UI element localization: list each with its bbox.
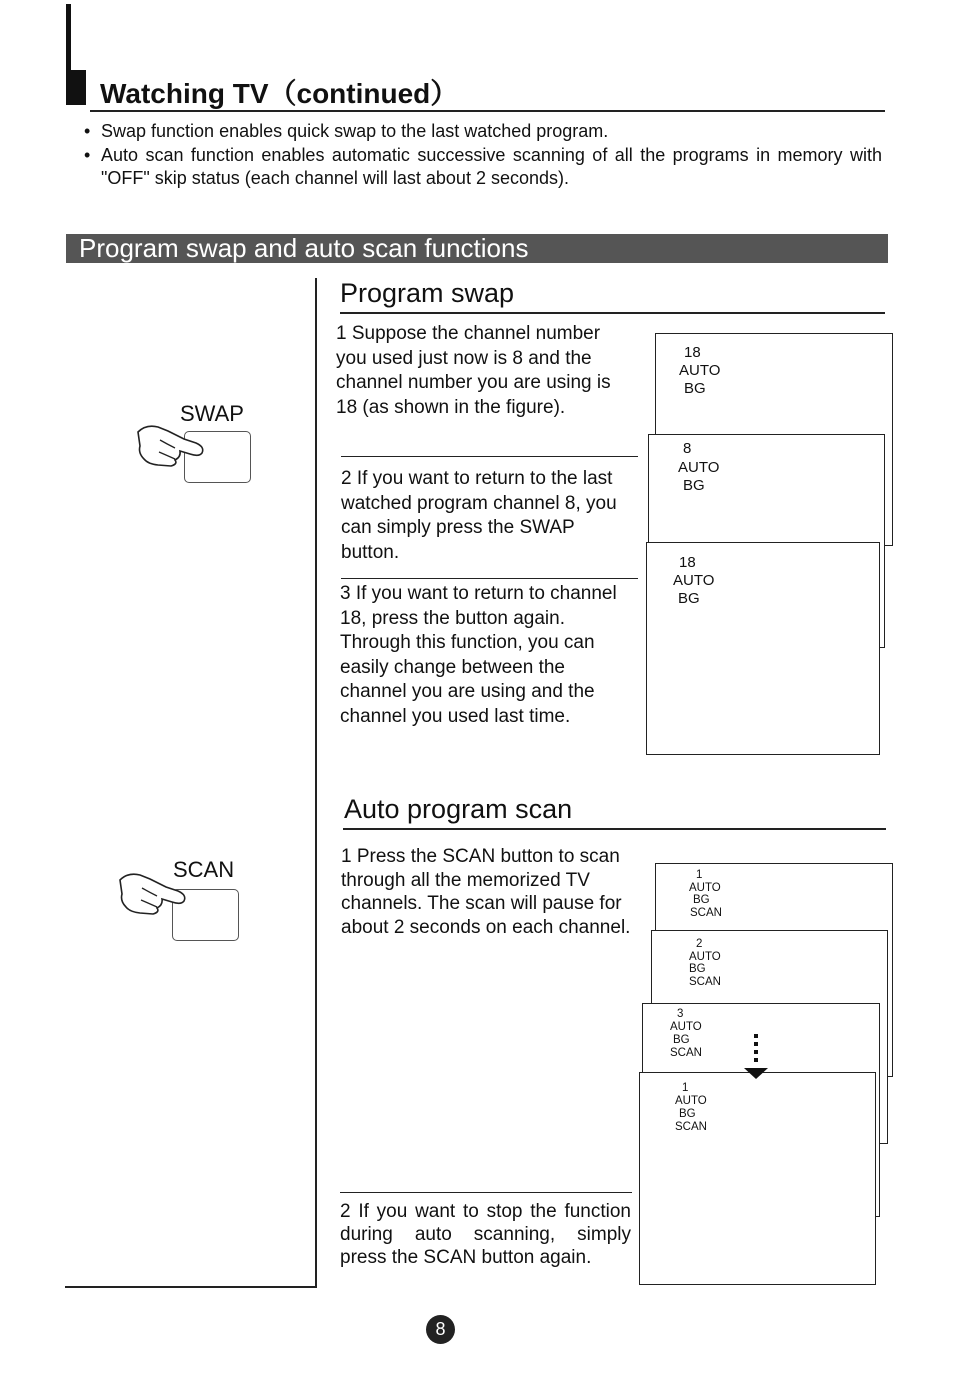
screen-channel: 2 <box>696 938 703 950</box>
screen-channel: 3 <box>677 1008 684 1020</box>
auto-scan-underline <box>343 828 886 830</box>
screen-status: SCAN <box>675 1121 707 1133</box>
screen-system: BG <box>679 1108 696 1120</box>
screen-mode: AUTO <box>679 362 721 379</box>
swap-step-1: 1 Suppose the channel number you used just now is 8 and the channel number you are using is 18 (as shown in the figure). <box>336 323 611 418</box>
page-number-badge: 8 <box>426 1315 455 1344</box>
screen-mode: AUTO <box>675 1095 707 1107</box>
swap-step-separator-2 <box>341 578 638 579</box>
screen-channel: 18 <box>684 344 701 361</box>
scan-step-1: 1 Press the SCAN button to scan through all the memorized TV channels. The scan will pause for about 2 seconds on each channel. <box>341 846 631 938</box>
screen-channel: 18 <box>679 554 696 571</box>
intro-bullet-scan: • Auto scan function enables automatic successive scanning of all the programs in memory with "OFF" skip status (each channel will last about 2 seconds). <box>84 144 882 191</box>
column-divider <box>315 278 317 1288</box>
screen-channel: 1 <box>696 869 703 881</box>
page-title: Watching TV（continued） <box>100 78 459 109</box>
screen-mode: AUTO <box>670 1021 702 1033</box>
screen-status: SCAN <box>689 976 721 988</box>
tv-screen-swap-3 <box>646 542 880 755</box>
swap-step-separator-1 <box>341 456 638 457</box>
program-swap-title: Program swap <box>340 278 515 308</box>
swap-step-2: 2 If you want to return to the last watched program channel 8, you can simply press the SWAP button. <box>341 468 617 563</box>
dotted-down-arrow-icon <box>742 1032 770 1082</box>
pointing-hand-icon <box>134 422 210 470</box>
screen-system: BG <box>673 1034 690 1046</box>
intro-bullet-swap: • Swap function enables quick swap to the last watched program. <box>84 120 882 144</box>
screen-channel: 1 <box>682 1082 689 1094</box>
swap-step-3: 3 If you want to return to channel 18, press the button again. Through this function, you can easily change between the channel you are using and the channel you used last time. <box>340 583 617 727</box>
screen-system: BG <box>684 380 706 397</box>
swap-button-label: SWAP <box>180 401 244 426</box>
screen-mode: AUTO <box>689 951 721 963</box>
tv-screen-scan-4 <box>639 1072 876 1285</box>
pointing-hand-icon <box>116 870 192 918</box>
screen-system: BG <box>693 894 710 906</box>
intro-bullet-list <box>84 120 882 191</box>
program-swap-underline <box>340 312 885 314</box>
section-header-bar <box>66 234 888 263</box>
screen-status: SCAN <box>670 1047 702 1059</box>
section-title: Program swap and auto scan functions <box>79 233 529 263</box>
screen-system: BG <box>689 963 706 975</box>
screen-mode: AUTO <box>673 572 715 589</box>
screen-channel: 8 <box>683 440 692 457</box>
screen-mode: AUTO <box>689 882 721 894</box>
screen-mode: AUTO <box>678 459 720 476</box>
auto-scan-title: Auto program scan <box>344 794 573 824</box>
screen-system: BG <box>683 477 705 494</box>
title-underline <box>90 110 885 112</box>
screen-system: BG <box>678 590 700 607</box>
screen-status: SCAN <box>690 907 722 919</box>
left-column-bottom-rule <box>65 1286 317 1288</box>
scan-step-2: 2 If you want to stop the function during auto scanning, simply press the SCAN button again. <box>340 1201 631 1268</box>
scan-step-separator <box>340 1192 632 1193</box>
scan-button-label: SCAN <box>173 857 235 882</box>
header-corner-block <box>66 70 86 105</box>
